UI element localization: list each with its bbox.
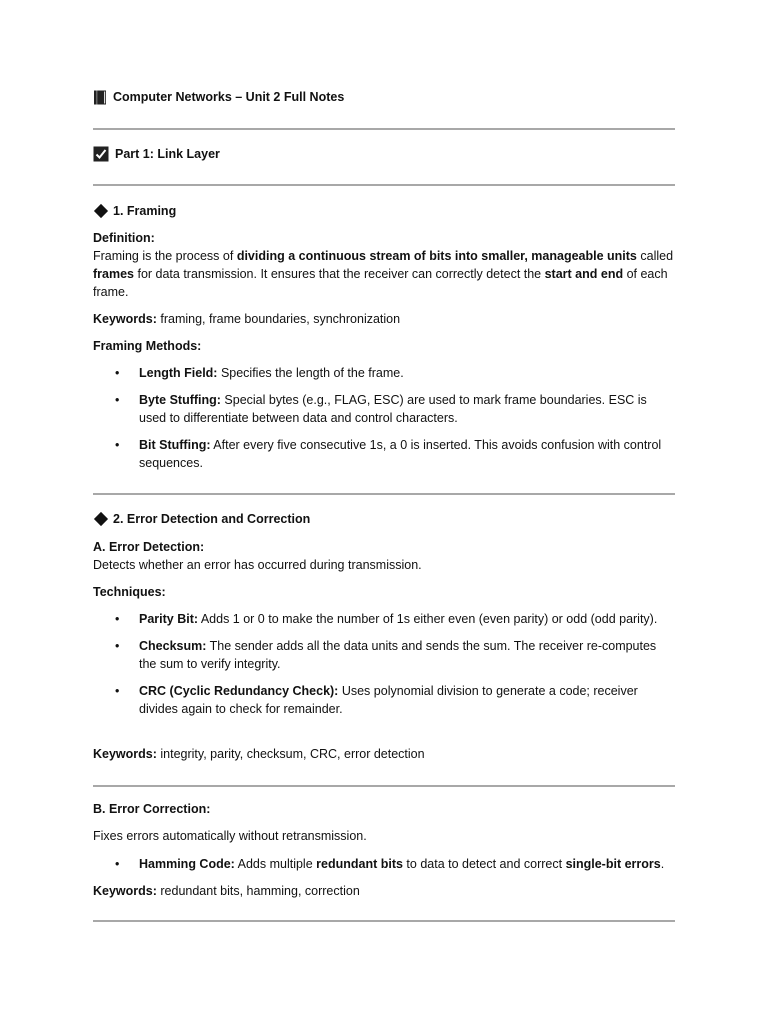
definition-text: Framing is the process of dividing a continuous stream of bits into smaller, manageable units called frames for data transmission. It ensures that the receiver can correctly detect the start and end of each frame.	[93, 249, 674, 299]
list-item: • Length Field: Specifies the length of the frame.	[93, 364, 675, 382]
check-box-icon	[93, 146, 109, 162]
framing-methods-list	[93, 364, 675, 481]
correction-keywords: Keywords: redundant bits, hamming, correction	[93, 884, 360, 898]
list-item: • Parity Bit: Adds 1 or 0 to make the number of 1s either even (even parity) or odd (odd parity).	[93, 610, 675, 628]
techniques-list	[93, 610, 675, 727]
divider	[93, 128, 675, 130]
list-item: • Bit Stuffing: After every five consecutive 1s, a 0 is inserted. This avoids confusion with control sequences.	[93, 436, 675, 472]
framing-title: 1. Framing	[113, 204, 177, 218]
correction-list	[93, 855, 675, 882]
framing-definition	[93, 229, 675, 301]
framing-keywords: Keywords: framing, frame boundaries, synchronization	[93, 312, 401, 326]
detection-text: Detects whether an error has occurred during transmission.	[93, 558, 422, 572]
detection-label: A. Error Detection:	[93, 540, 205, 554]
correction-label: B. Error Correction:	[93, 802, 211, 816]
error-title: 2. Error Detection and Correction	[113, 512, 311, 526]
list-item: • Byte Stuffing: Special bytes (e.g., FLAG, ESC) are used to mark frame boundaries. ESC is used to differentiate between data and control characters.	[93, 391, 675, 427]
book-icon	[93, 90, 107, 105]
framing-heading	[93, 202, 176, 220]
list-item: • Hamming Code: Adds multiple redundant bits to data to detect and correct single-bit errors.	[93, 855, 675, 873]
definition-label: Definition:	[93, 231, 155, 245]
techniques-label: Techniques:	[93, 585, 166, 599]
list-item: • CRC (Cyclic Redundancy Check): Uses polynomial division to generate a code; receiver divides again to check for remainder.	[93, 682, 675, 718]
detection-keywords: Keywords: integrity, parity, checksum, CRC, error detection	[93, 747, 425, 761]
framing-methods-label: Framing Methods:	[93, 339, 202, 353]
correction-text: Fixes errors automatically without retransmission.	[93, 829, 367, 843]
diamond-icon	[94, 512, 108, 526]
diamond-icon	[94, 204, 108, 218]
part1-heading	[93, 145, 220, 163]
doc-title-row	[93, 88, 344, 106]
error-detection	[93, 538, 675, 574]
divider	[93, 493, 675, 495]
doc-title: Computer Networks – Unit 2 Full Notes	[113, 90, 345, 104]
divider	[93, 920, 675, 922]
part1-title: Part 1: Link Layer	[115, 147, 220, 161]
error-heading	[93, 510, 310, 528]
divider	[93, 785, 675, 787]
divider	[93, 184, 675, 186]
list-item: • Checksum: The sender adds all the data units and sends the sum. The receiver re-computes the sum to verify integrity.	[93, 637, 675, 673]
